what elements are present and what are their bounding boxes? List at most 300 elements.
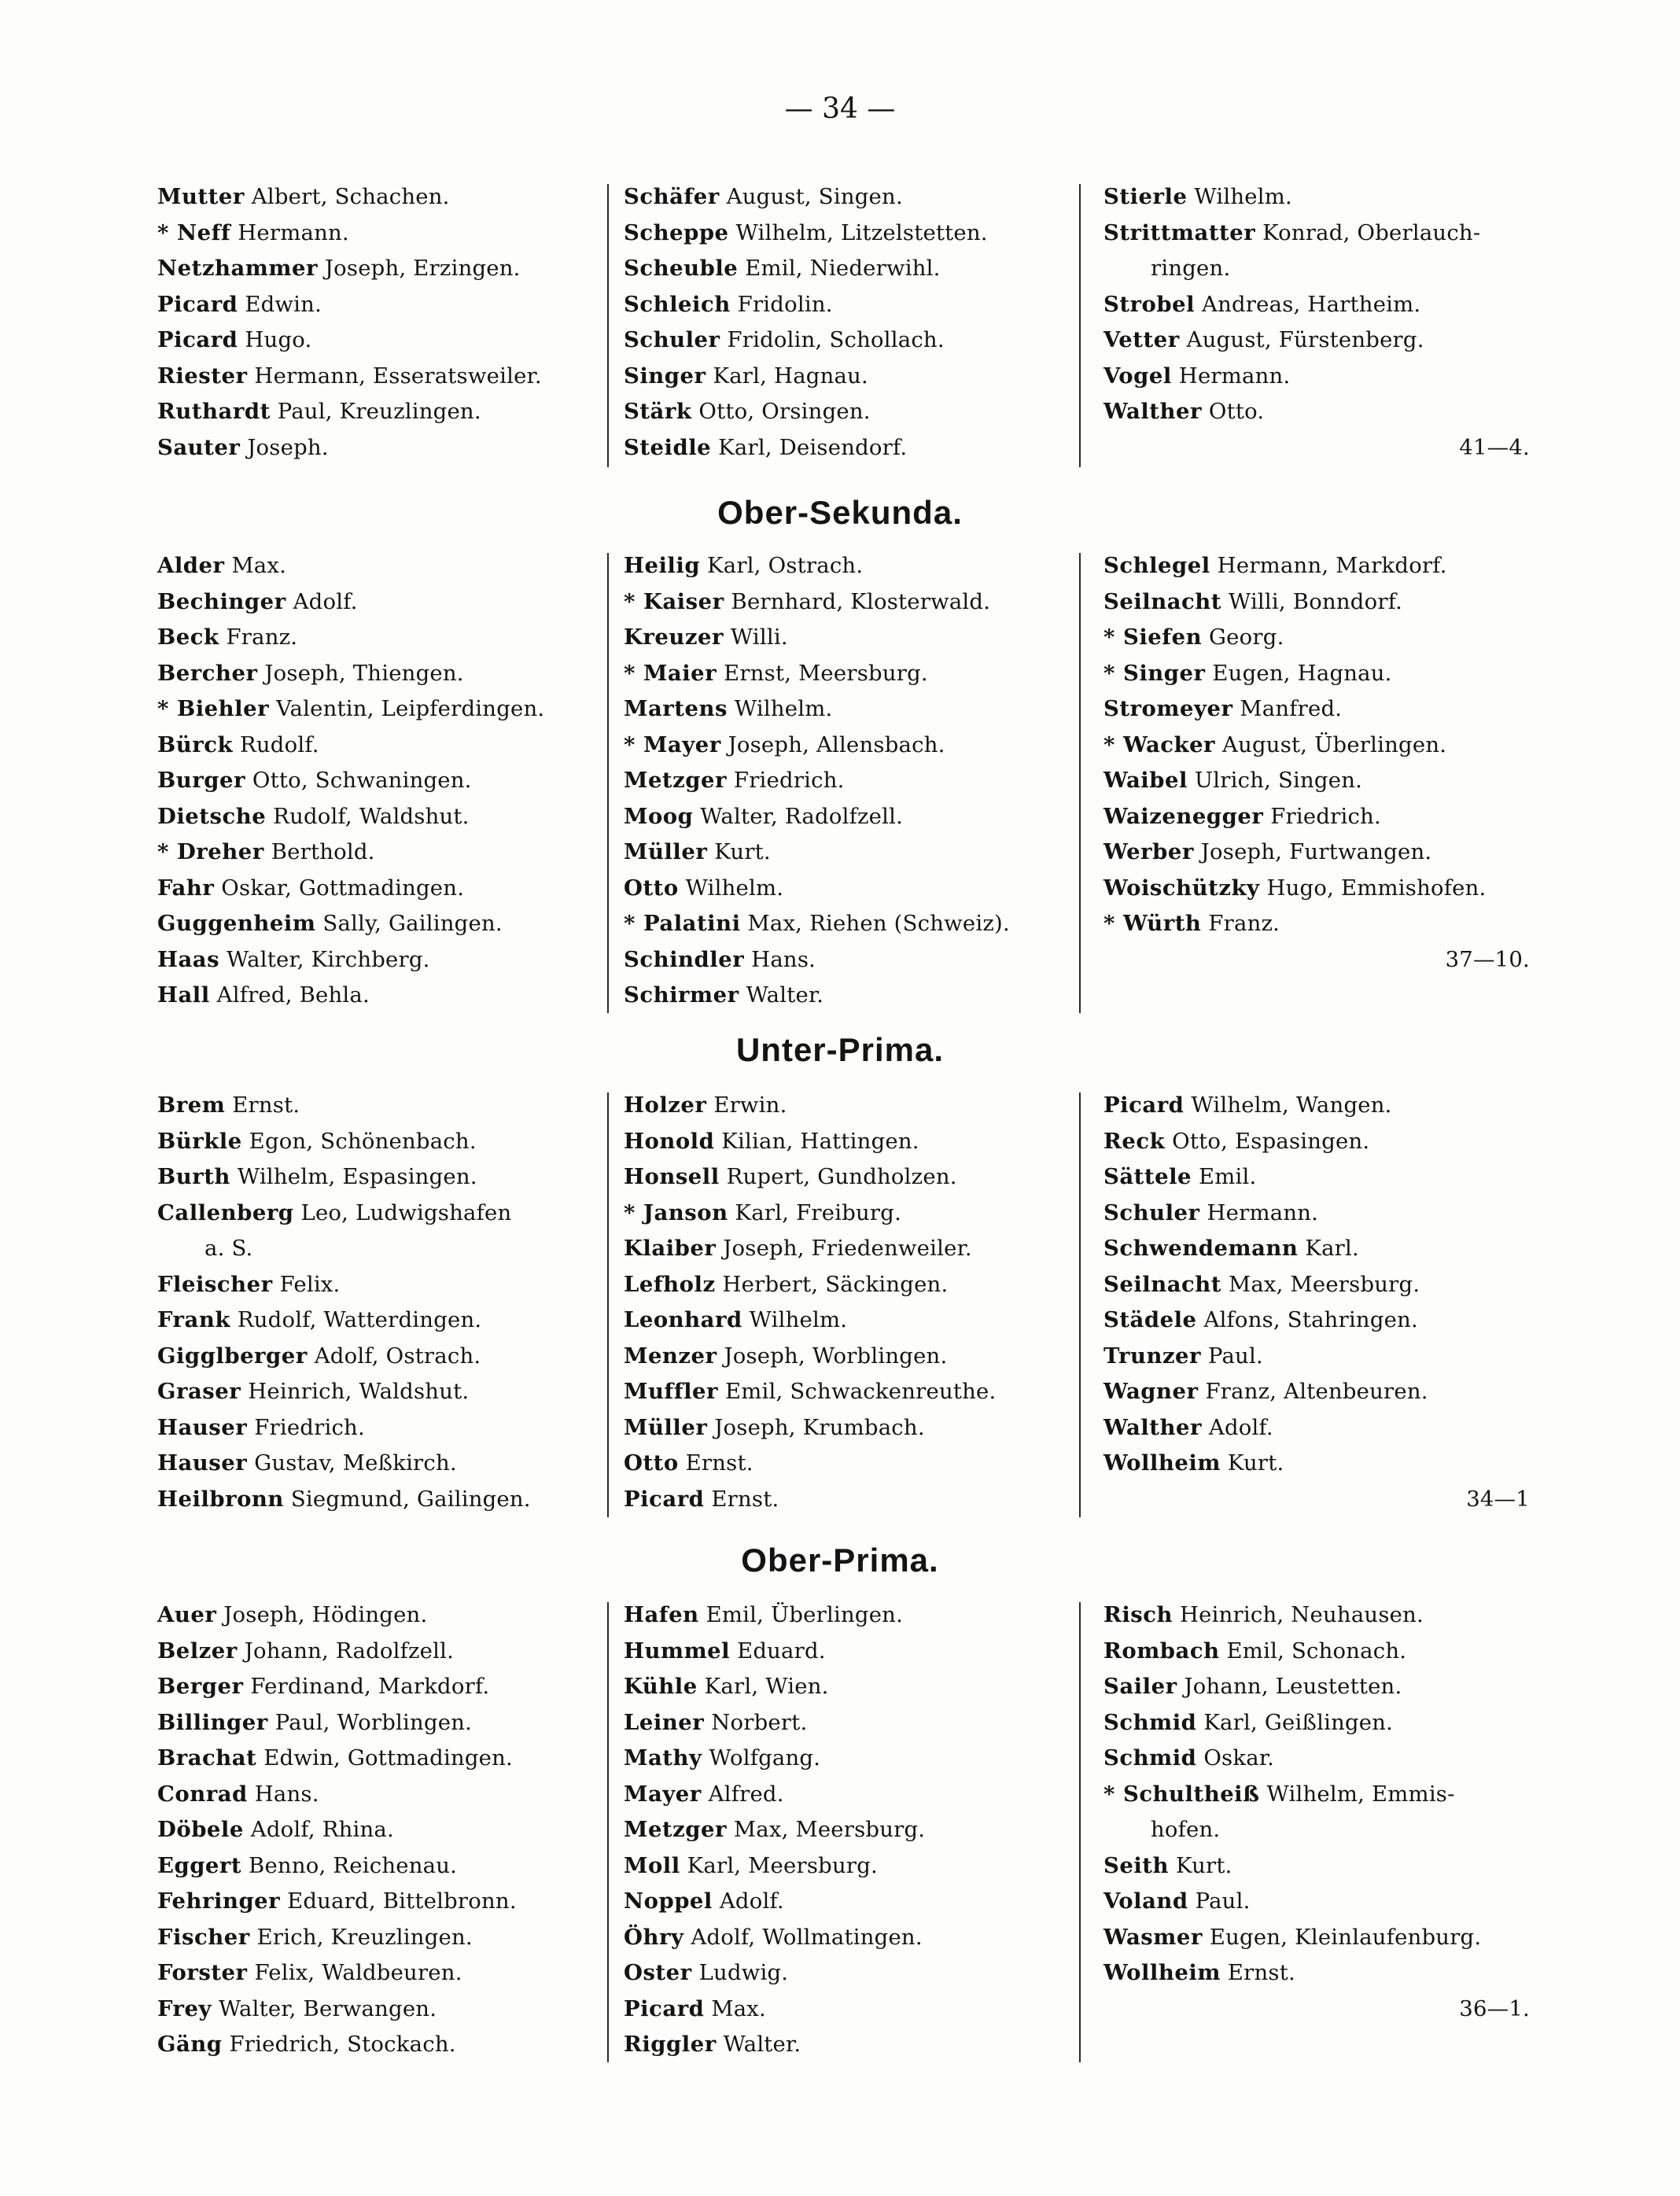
given-name-place: Rupert, Gundholzen. (719, 1164, 957, 1189)
surname: Walther (1103, 1414, 1202, 1440)
surname: Klaiber (624, 1236, 717, 1261)
given-name-place: hofen. (1151, 1817, 1221, 1842)
given-name-place: Karl, Freiburg. (728, 1199, 902, 1225)
column-3 (1103, 1597, 1544, 2027)
surname: Sauter (157, 434, 241, 460)
given-name-place: Adolf, Wollmatingen. (683, 1924, 923, 1950)
surname: Heilbronn (157, 1486, 284, 1512)
student-entry (157, 763, 598, 799)
given-name-place: Wilhelm, Espasingen. (230, 1164, 477, 1189)
student-entry (157, 691, 598, 728)
student-entry (624, 1410, 1064, 1446)
surname: Hall (157, 982, 210, 1008)
given-name-place: Alfons, Stahringen. (1196, 1307, 1418, 1332)
student-entry (624, 584, 1064, 621)
student-entry (157, 1812, 598, 1848)
student-entry (624, 942, 1064, 978)
given-name-place: Oskar. (1196, 1745, 1275, 1770)
surname: Fischer (157, 1924, 250, 1950)
student-entry (624, 287, 1064, 323)
student-entry (157, 1482, 598, 1518)
surname: Otto (624, 875, 679, 901)
student-entry (1103, 763, 1544, 799)
given-name-place: Friedrich. (726, 768, 845, 793)
student-entry (157, 1992, 598, 2028)
student-entry (1103, 1339, 1544, 1375)
student-entry (157, 1777, 598, 1813)
surname: Rombach (1103, 1638, 1220, 1664)
given-name-place: Kurt. (1220, 1450, 1284, 1476)
surname: Hafen (624, 1602, 699, 1627)
surname: Schlegel (1103, 553, 1210, 578)
surname: Öhry (624, 1924, 684, 1950)
given-name-place: Joseph, Krumbach. (707, 1414, 925, 1440)
student-entry (157, 1597, 598, 1634)
given-name-place: Joseph, Erzingen. (317, 256, 521, 281)
given-name-place: Karl. (1298, 1236, 1359, 1261)
student-entry (1103, 1597, 1544, 1634)
given-name-place: Wilhelm. (678, 875, 784, 901)
given-name-place: Siegmund, Gailingen. (283, 1486, 531, 1512)
surname: Brem (157, 1092, 226, 1118)
surname: Leonhard (624, 1307, 742, 1332)
surname: Reck (1103, 1128, 1166, 1154)
student-entry (624, 1124, 1064, 1160)
surname: * Neff (157, 219, 231, 245)
given-name-place: Joseph. (240, 434, 329, 460)
surname: Steidle (624, 434, 712, 460)
given-name-place: Alfred. (701, 1781, 784, 1807)
student-entry (624, 1597, 1064, 1634)
given-name-place: Adolf, Rhina. (243, 1817, 394, 1842)
surname: Haas (157, 946, 220, 972)
given-name-place: Leo, Ludwigshafen (293, 1199, 512, 1225)
student-entry (624, 1482, 1064, 1518)
surname: Müller (624, 839, 708, 864)
given-name-place: a. S. (204, 1236, 253, 1261)
given-name-place: Paul. (1201, 1343, 1263, 1369)
student-entry (157, 1741, 598, 1777)
surname: Alder (157, 553, 225, 578)
student-entry (1103, 728, 1544, 764)
student-entry (157, 799, 598, 835)
given-name-place: Felix. (272, 1271, 341, 1297)
column-3 (1103, 1088, 1544, 1517)
student-entry (624, 1196, 1064, 1232)
surname: Sailer (1103, 1674, 1177, 1699)
given-name-place: Karl, Geißlingen. (1196, 1709, 1394, 1735)
given-name-place: Albert, Schachen. (244, 184, 450, 209)
surname: Werber (1103, 839, 1194, 864)
given-name-place: Friedrich, Stockach. (222, 2032, 456, 2057)
student-entry (157, 1410, 598, 1446)
count-value: 37—10. (1445, 946, 1530, 972)
given-name-place: Erwin. (706, 1092, 787, 1118)
student-entry (157, 1955, 598, 1992)
surname: Metzger (624, 768, 727, 793)
surname: Singer (624, 363, 706, 389)
surname: Wasmer (1103, 1924, 1203, 1950)
given-name-place: Hugo, Emmishofen. (1259, 875, 1487, 901)
surname: Dietsche (157, 803, 267, 829)
surname: Schuler (624, 327, 720, 352)
student-entry (1103, 1446, 1544, 1482)
section-heading-ober-prima: Ober-Prima. (741, 1542, 939, 1579)
student-entry (157, 835, 598, 871)
surname: Picard (624, 1486, 705, 1512)
surname: Seith (1103, 1852, 1169, 1878)
surname: Moll (624, 1852, 680, 1878)
surname: Guggenheim (157, 911, 316, 936)
surname: Kühle (624, 1674, 698, 1699)
surname: Ruthardt (157, 399, 271, 424)
student-entry (1103, 179, 1544, 216)
given-name-place: Berthold. (263, 839, 375, 864)
given-name-place: Wilhelm, Wangen. (1184, 1092, 1392, 1118)
class-count (1103, 1482, 1544, 1518)
student-entry (624, 1088, 1064, 1124)
student-entry (157, 359, 598, 395)
student-entry (624, 1920, 1064, 1956)
entry-continuation (157, 1231, 598, 1267)
surname: Fahr (157, 875, 215, 901)
surname: Honsell (624, 1164, 720, 1189)
surname: Seilnacht (1103, 1271, 1222, 1297)
given-name-place: Joseph, Allensbach. (720, 731, 945, 757)
given-name-place: Friedrich. (247, 1414, 365, 1440)
student-entry (157, 942, 598, 978)
student-entry (1103, 1634, 1544, 1670)
surname: Döbele (157, 1817, 244, 1842)
given-name-place: Wilhelm. (727, 696, 833, 721)
column-rule (1079, 1602, 1081, 2062)
given-name-place: Johann, Radolfzell. (237, 1638, 455, 1664)
surname: Stromeyer (1103, 696, 1233, 721)
student-entry (624, 394, 1064, 430)
surname: Auer (157, 1602, 217, 1627)
student-entry (157, 548, 598, 584)
surname: Bürkle (157, 1128, 242, 1154)
student-entry (1103, 799, 1544, 835)
surname: Seilnacht (1103, 588, 1222, 614)
surname: Burger (157, 768, 245, 793)
student-entry (157, 1634, 598, 1670)
given-name-place: Hans. (744, 946, 816, 972)
student-entry (624, 2027, 1064, 2063)
surname: Bürck (157, 731, 234, 757)
surname: Hummel (624, 1638, 731, 1664)
surname: Hauser (157, 1414, 248, 1440)
student-entry (624, 799, 1064, 835)
student-entry (1103, 1410, 1544, 1446)
student-entry (157, 216, 598, 252)
class-count (1103, 430, 1544, 466)
given-name-place: Hermann. (1199, 1199, 1319, 1225)
student-entry (1103, 287, 1544, 323)
student-entry (1103, 1159, 1544, 1196)
given-name-place: Konrad, Oberlauch- (1255, 219, 1481, 245)
student-entry (157, 1088, 598, 1124)
surname: * Siefen (1103, 625, 1203, 650)
student-entry (624, 548, 1064, 584)
surname: Müller (624, 1414, 708, 1440)
student-entry (1103, 620, 1544, 656)
column-2 (624, 179, 1064, 466)
surname: Sättele (1103, 1164, 1192, 1189)
given-name-place: Emil, Niederwihl. (738, 256, 941, 281)
surname: * Janson (624, 1199, 728, 1225)
student-entry (624, 1741, 1064, 1777)
given-name-place: Norbert. (704, 1709, 808, 1735)
given-name-place: Eduard. (730, 1638, 826, 1664)
surname: Stärk (624, 399, 692, 424)
given-name-place: Paul, Worblingen. (267, 1709, 473, 1735)
given-name-place: Ernst. (704, 1486, 779, 1512)
student-entry (624, 1634, 1064, 1670)
student-entry (1103, 548, 1544, 584)
given-name-place: Otto. (1201, 399, 1265, 424)
student-entry (1103, 359, 1544, 395)
student-entry (624, 1339, 1064, 1375)
column-rule (607, 1092, 609, 1517)
column-2 (624, 548, 1064, 1014)
student-entry (624, 1159, 1064, 1196)
student-entry (1103, 1920, 1544, 1956)
surname: Schuler (1103, 1199, 1200, 1225)
surname: * Dreher (157, 839, 264, 864)
student-entry (624, 906, 1064, 942)
given-name-place: Ernst. (225, 1092, 300, 1118)
surname: Bercher (157, 660, 258, 686)
surname: Risch (1103, 1602, 1173, 1627)
column-rule (607, 1602, 609, 2062)
surname: * Würth (1103, 911, 1202, 936)
surname: Vogel (1103, 363, 1172, 389)
column-rule (607, 184, 609, 467)
student-entry (1103, 1884, 1544, 1920)
given-name-place: Joseph, Hödingen. (216, 1602, 428, 1627)
given-name-place: Alfred, Behla. (209, 982, 370, 1008)
surname: Schäfer (624, 184, 720, 209)
given-name-place: Adolf, Ostrach. (307, 1343, 481, 1369)
student-entry (1103, 1777, 1544, 1813)
given-name-place: Erich, Kreuzlingen. (249, 1924, 473, 1950)
surname: Heilig (624, 553, 701, 578)
student-entry (157, 906, 598, 942)
surname: Graser (157, 1379, 241, 1404)
surname: Lefholz (624, 1271, 716, 1297)
student-entry (1103, 216, 1544, 252)
surname: Brachat (157, 1745, 257, 1770)
student-entry (624, 1669, 1064, 1705)
surname: Scheuble (624, 256, 739, 281)
surname: * Kaiser (624, 588, 724, 614)
student-entry (157, 1669, 598, 1705)
given-name-place: Ferdinand, Markdorf. (243, 1674, 490, 1699)
student-entry (624, 656, 1064, 692)
given-name-place: Walter, Berwangen. (212, 1995, 437, 2021)
student-entry (157, 179, 598, 216)
given-name-place: Willi. (723, 625, 788, 650)
surname: Oster (624, 1960, 692, 1985)
given-name-place: Wilhelm, Litzelstetten. (728, 219, 988, 245)
given-name-place: Otto, Espasingen. (1165, 1128, 1370, 1154)
student-entry (1103, 584, 1544, 621)
surname: Riggler (624, 2032, 717, 2057)
surname: Walther (1103, 399, 1202, 424)
student-entry (1103, 871, 1544, 907)
given-name-place: Joseph, Thiengen. (257, 660, 464, 686)
student-entry (624, 835, 1064, 871)
given-name-place: Franz. (1201, 911, 1280, 936)
student-entry (157, 871, 598, 907)
given-name-place: Heinrich, Neuhausen. (1173, 1602, 1424, 1627)
column-2 (624, 1088, 1064, 1517)
given-name-place: Walter, Radolfzell. (693, 803, 904, 829)
student-entry (624, 322, 1064, 359)
given-name-place: Paul. (1188, 1888, 1251, 1914)
given-name-place: Georg. (1202, 625, 1284, 650)
student-entry (624, 620, 1064, 656)
surname: Städele (1103, 1307, 1197, 1332)
student-entry (624, 216, 1064, 252)
surname: Kreuzer (624, 625, 724, 650)
surname: Holzer (624, 1092, 707, 1118)
given-name-place: Edwin. (238, 291, 322, 317)
surname: Wollheim (1103, 1960, 1221, 1985)
column-1 (157, 179, 598, 466)
student-entry (624, 978, 1064, 1014)
entry-continuation (1103, 1812, 1544, 1848)
given-name-place: August, Überlingen. (1215, 731, 1447, 757)
given-name-place: Paul, Kreuzlingen. (270, 399, 481, 424)
given-name-place: ringen. (1151, 256, 1231, 281)
student-entry (1103, 1088, 1544, 1124)
student-entry (1103, 1669, 1544, 1705)
surname: Berger (157, 1674, 244, 1699)
surname: Frey (157, 1995, 212, 2021)
student-entry (1103, 1741, 1544, 1777)
student-entry (624, 1705, 1064, 1741)
given-name-place: Emil, Schwackenreuthe. (718, 1379, 997, 1404)
student-entry (157, 656, 598, 692)
given-name-place: Walter. (739, 982, 824, 1008)
surname: Woischützky (1103, 875, 1260, 901)
surname: Muffler (624, 1379, 719, 1404)
given-name-place: Eugen, Kleinlaufenburg. (1202, 1924, 1482, 1950)
given-name-place: Manfred. (1232, 696, 1343, 721)
student-entry (157, 1374, 598, 1410)
surname: Picard (157, 327, 238, 352)
surname: Picard (157, 291, 238, 317)
surname: Frank (157, 1307, 230, 1332)
column-2 (624, 1597, 1064, 2063)
student-entry (624, 871, 1064, 907)
column-1 (157, 548, 598, 1014)
surname: Voland (1103, 1888, 1188, 1914)
surname: Burth (157, 1164, 230, 1189)
column-1 (157, 1088, 598, 1517)
surname: * Schultheiß (1103, 1781, 1260, 1807)
surname: Strobel (1103, 291, 1196, 317)
surname: Martens (624, 696, 728, 721)
surname: Hauser (157, 1450, 248, 1476)
count-value: 36—1. (1459, 1995, 1530, 2021)
given-name-place: Heinrich, Waldshut. (241, 1379, 470, 1404)
given-name-place: Otto, Schwaningen. (245, 768, 472, 793)
given-name-place: Karl, Ostrach. (700, 553, 864, 578)
student-entry (624, 430, 1064, 466)
given-name-place: Hermann. (1171, 363, 1291, 389)
student-entry (624, 728, 1064, 764)
student-entry (157, 584, 598, 621)
student-entry (624, 1267, 1064, 1303)
class-count (1103, 942, 1544, 978)
column-rule (1079, 553, 1081, 1013)
given-name-place: Hans. (247, 1781, 319, 1807)
student-entry (157, 394, 598, 430)
given-name-place: Andreas, Hartheim. (1195, 291, 1421, 317)
given-name-place: Otto, Orsingen. (691, 399, 871, 424)
page-number: — 34 — (784, 93, 896, 125)
given-name-place: Adolf. (1201, 1414, 1273, 1440)
surname: Gäng (157, 2032, 223, 2057)
surname: Noppel (624, 1888, 713, 1914)
student-entry (157, 1705, 598, 1741)
surname: Otto (624, 1450, 679, 1476)
given-name-place: Wilhelm. (742, 1307, 848, 1332)
student-entry (157, 2027, 598, 2063)
given-name-place: Eduard, Bittelbronn. (280, 1888, 517, 1914)
given-name-place: Rudolf, Watterdingen. (230, 1307, 482, 1332)
student-entry (157, 287, 598, 323)
given-name-place: Valentin, Leipferdingen. (269, 696, 545, 721)
surname: Fleischer (157, 1271, 273, 1297)
surname: Eggert (157, 1852, 242, 1878)
surname: Scheppe (624, 219, 729, 245)
given-name-place: Fridolin, Schollach. (720, 327, 945, 352)
surname: Beck (157, 625, 219, 650)
surname: Schleich (624, 291, 731, 317)
given-name-place: Karl, Hagnau. (706, 363, 868, 389)
student-entry (157, 1446, 598, 1482)
student-entry (1103, 835, 1544, 871)
student-entry (624, 1812, 1064, 1848)
given-name-place: Ernst. (678, 1450, 753, 1476)
given-name-place: Ernst. (1220, 1960, 1295, 1985)
student-entry (624, 1848, 1064, 1885)
student-entry (1103, 656, 1544, 692)
given-name-place: Kurt. (1169, 1852, 1232, 1878)
surname: Billinger (157, 1709, 268, 1735)
student-entry (624, 179, 1064, 216)
student-entry (624, 1992, 1064, 2028)
given-name-place: Karl, Deisendorf. (711, 434, 908, 460)
surname: Schwendemann (1103, 1236, 1299, 1261)
surname: Trunzer (1103, 1343, 1202, 1369)
student-entry (157, 728, 598, 764)
given-name-place: Karl, Wien. (697, 1674, 829, 1699)
surname: Fehringer (157, 1888, 281, 1914)
student-entry (157, 1848, 598, 1885)
student-entry (157, 978, 598, 1014)
given-name-place: Eugen, Hagnau. (1205, 660, 1392, 686)
student-entry (157, 620, 598, 656)
given-name-place: Wolfgang. (702, 1745, 821, 1770)
given-name-place: Wilhelm, Emmis- (1259, 1781, 1455, 1807)
given-name-place: Edwin, Gottmadingen. (256, 1745, 513, 1770)
student-entry (1103, 1705, 1544, 1741)
